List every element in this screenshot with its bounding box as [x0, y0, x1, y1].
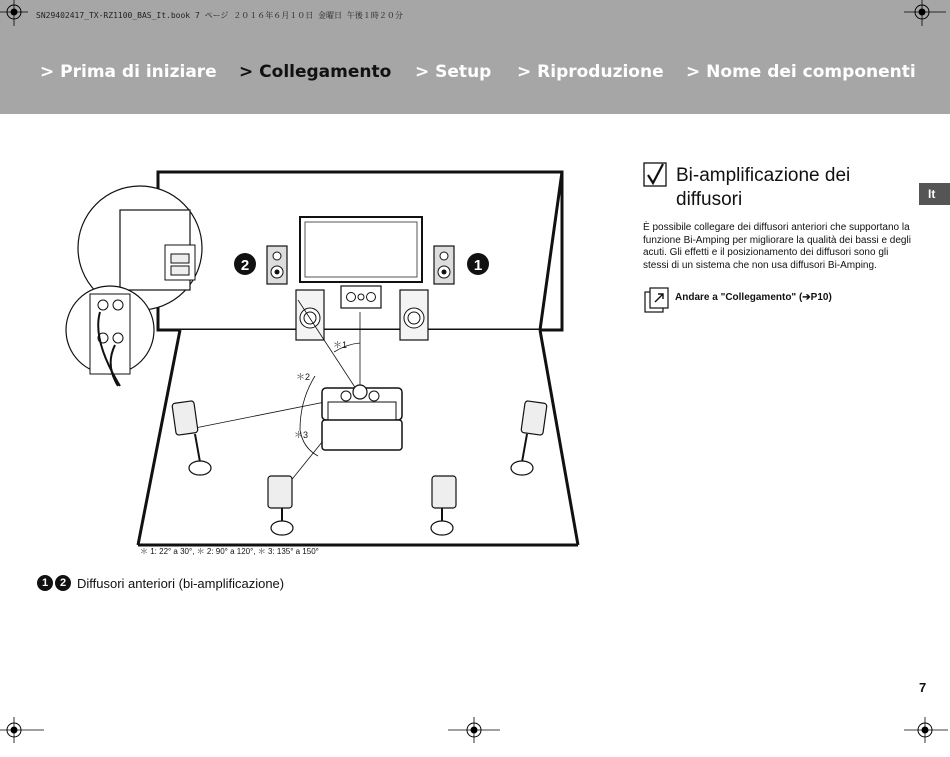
language-tab: It — [919, 183, 950, 205]
section-title: Bi-amplificazione dei diffusori — [676, 165, 851, 210]
print-info: SN29402417_TX-RZ1100_BAS_It.book 7 ページ ２０１６年６月１０日 金曜日 午後１時２０分 — [36, 11, 403, 20]
section-body: È possibile collegare dei diffusori anteriori che supportano la funzione Bi-Amping per migliorare la qualità dei bassi e degli acuti. Gli effetti e il posizionamento dei diffusori sono gli stessi di un sistema che non usa diffusori Bi-Amping. — [643, 222, 911, 271]
checkbox-icon — [643, 162, 667, 187]
collegamento-reference-link[interactable]: Andare a "Collegamento" (➔P10) — [675, 292, 832, 303]
marker-1 — [467, 253, 489, 275]
section-nav — [0, 62, 950, 86]
legend-marker-2: 2 — [55, 575, 71, 591]
legend-marker-1: 1 — [37, 575, 53, 591]
surround-back-speaker-left-icon — [268, 476, 293, 535]
registration-mark-icon — [444, 715, 504, 745]
subwoofer-left-icon — [296, 290, 324, 340]
page-number: 7 — [919, 680, 927, 695]
registration-mark-icon — [0, 0, 30, 30]
header-band — [0, 0, 950, 114]
nav-item-riproduzione[interactable]: > Riproduzione — [517, 62, 664, 82]
nav-item-collegamento[interactable]: > Collegamento — [239, 62, 392, 82]
registration-mark-icon — [900, 0, 950, 30]
svg-text:1: 1 — [473, 257, 483, 274]
marker-2 — [234, 253, 256, 275]
registration-mark-icon — [900, 715, 950, 745]
center-speaker-icon — [341, 286, 381, 308]
nav-item-nome-dei-componenti[interactable]: > Nome dei componenti — [686, 62, 916, 82]
speaker-placement-diagram — [60, 140, 600, 560]
svg-text:2: 2 — [240, 257, 250, 274]
nav-item-setup[interactable]: > Setup — [415, 62, 492, 82]
tv-icon — [300, 217, 422, 282]
angle-note: ＊ 1: 22° a 30°, ＊ 2: 90° a 120°, ＊ 3: 135° a 150° — [140, 547, 319, 556]
page-reference-icon — [643, 286, 671, 314]
front-speaker-left-icon — [267, 246, 287, 284]
front-speaker-right-icon — [434, 246, 454, 284]
surround-back-speaker-right-icon — [431, 476, 456, 535]
sofa-listener-icon — [322, 385, 402, 450]
angle-label-1: ＊1 — [333, 340, 348, 350]
angle-label-2: ＊2 — [296, 372, 311, 382]
angle-label-3: ＊3 — [294, 430, 309, 440]
legend — [37, 575, 284, 591]
subwoofer-right-icon — [400, 290, 428, 340]
registration-mark-icon — [0, 715, 50, 745]
legend-text: Diffusori anteriori (bi-amplificazione) — [77, 575, 285, 591]
nav-item-prima-di-iniziare[interactable]: > Prima di iniziare — [40, 62, 217, 82]
